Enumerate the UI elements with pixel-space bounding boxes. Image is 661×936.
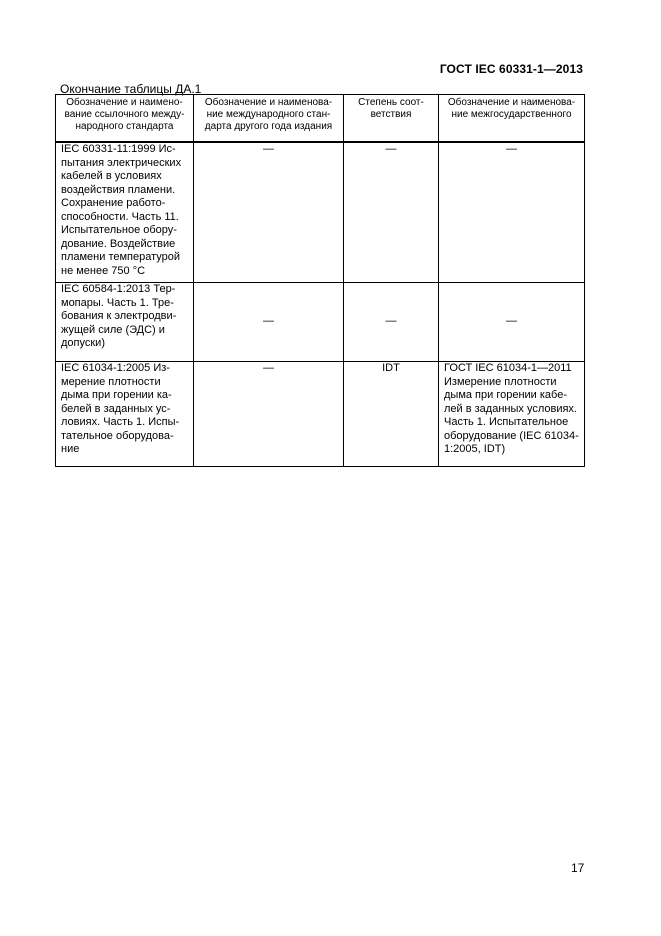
cell-degree: — xyxy=(344,283,439,362)
column-header-ref-standard: Обозначение и наимено-вание ссылочного между-народного стандарта xyxy=(56,95,194,143)
cell-ref-standard: IEC 60584-1:2013 Тер-мопары. Часть 1. Тре-бования к электродви-жущей силе (ЭДС) и допуски) xyxy=(56,283,194,362)
cell-degree: IDT xyxy=(344,362,439,467)
column-header-degree: Степень соот-ветствия xyxy=(344,95,439,143)
table-row xyxy=(56,142,585,283)
cell-interstate: ГОСТ IEC 61034-1—2011 Измерение плотности дыма при горении кабе-лей в заданных условиях. Часть 1. Испытательное оборудование (IEC 61034-1:2005, IDT) xyxy=(439,362,585,467)
standard-designation: ГОСТ IEC 60331-1—2013 xyxy=(439,62,583,76)
cell-other-year: — xyxy=(194,283,344,362)
cell-interstate: — xyxy=(439,283,585,362)
cell-ref-standard: IEC 61034-1:2005 Из-мерение плотности дыма при горении ка-белей в заданных ус-ловиях. Часть 1. Испы-тательное оборудова-ние xyxy=(56,362,194,467)
table-header-row xyxy=(56,95,585,143)
page-number: 17 xyxy=(571,861,585,875)
cell-ref-standard xyxy=(56,142,194,283)
table-row xyxy=(56,283,585,362)
temperature-unit: °C xyxy=(132,264,146,277)
column-header-other-year: Обозначение и наименова-ние международного стан-дарта другого года издания xyxy=(194,95,344,143)
cell-degree: — xyxy=(344,142,439,283)
correspondence-table xyxy=(55,94,585,467)
cell-other-year: — xyxy=(194,362,344,467)
cell-interstate: — xyxy=(439,142,585,283)
cell-other-year: — xyxy=(194,142,344,283)
ref-standard-text: IEC 60331-11:1999 Ис-пытания электрических кабелей в условиях воздействия пламени. Сохранение работо-способности. Часть 11. Испытательное обору-дование. Воздействие пламени температурой не менее 750 xyxy=(61,143,182,277)
table-caption: Окончание таблицы ДА.1 xyxy=(60,82,202,96)
table-row xyxy=(56,362,585,467)
column-header-interstate: Обозначение и наименова-ние межгосударственного xyxy=(439,95,585,143)
